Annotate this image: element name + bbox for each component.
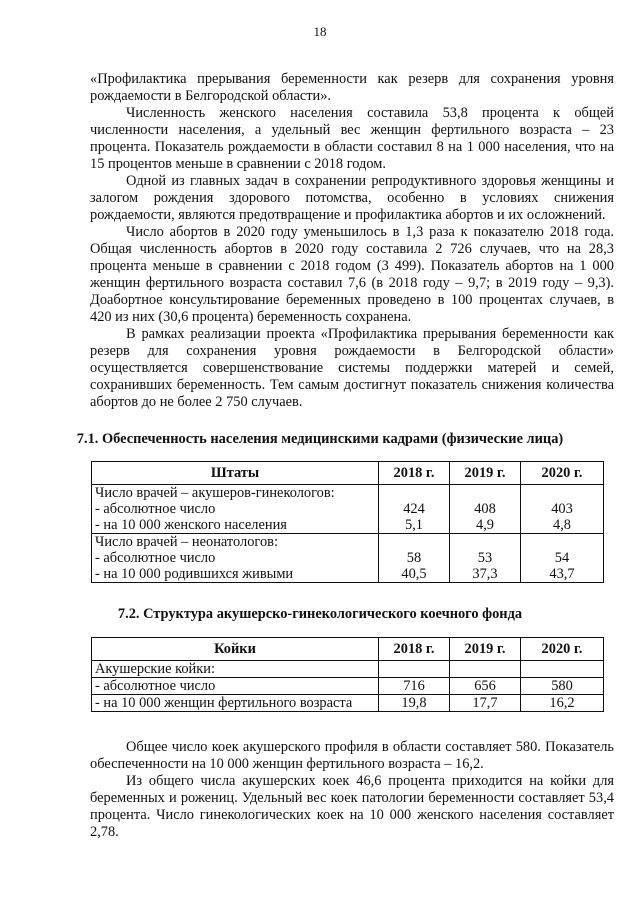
row-label: - абсолютное число: [95, 550, 216, 566]
paragraph-6: Общее число коек акушерского профиля в области составляет 580. Показатель обеспеченности на 10 000 женщин фертильного возраста – 16,2.: [90, 739, 614, 772]
cell-value: 54: [554, 550, 570, 566]
paragraph-7: Из общего числа акушерских коек 46,6 процента приходится на койки для беременных и рожениц. Удельный вес коек патологии беременности составляет 53,4 процента. Число гинекологических коек на 10 000 женского населения составляет 2,78.: [90, 773, 614, 840]
column-header: 2020 г.: [521, 638, 604, 661]
cell-value: 424: [403, 501, 425, 517]
column-header: Штаты: [92, 462, 379, 485]
column-header: 2020 г.: [521, 462, 604, 485]
cell-value: 58: [406, 550, 422, 566]
cell-value: 4,8: [553, 517, 571, 533]
cell-value: 40,5: [401, 566, 427, 582]
column-header: Койки: [92, 638, 379, 661]
row-label: - абсолютное число: [92, 678, 379, 695]
row-label: - абсолютное число: [95, 501, 216, 517]
cell-2020: [521, 534, 604, 583]
paragraph-1: «Профилактика прерывания беременности как резерв для сохранения уровня рождаемости в Белгородской области».: [90, 71, 614, 104]
column-header: 2018 г.: [379, 638, 450, 661]
column-header: 2018 г.: [379, 462, 450, 485]
group-title: Число врачей – неонатологов:: [95, 534, 278, 550]
cell-2018: [379, 534, 450, 583]
cell-value: 5,1: [405, 517, 423, 533]
cell-value: 580: [521, 678, 604, 695]
group-title: Акушерские койки:: [92, 661, 379, 678]
section-heading-beds: 7.2. Структура акушерско-гинекологического коечного фонда: [117, 606, 523, 622]
cell-2020: [521, 485, 604, 534]
row-labels: [92, 534, 379, 583]
table-header-row: [92, 638, 604, 661]
cell-value: 19,8: [379, 695, 450, 712]
row-label: - на 10 000 родившихся живыми: [95, 566, 294, 582]
table-row: [92, 678, 604, 695]
beds-table: [91, 637, 604, 712]
cell-value: 53: [477, 550, 493, 566]
column-header: 2019 г.: [450, 638, 521, 661]
staff-table: [91, 461, 604, 583]
table-row: [92, 661, 604, 678]
row-label: - на 10 000 женщин фертильного возраста: [92, 695, 379, 712]
table-row: [92, 695, 604, 712]
outro-text: [90, 739, 614, 841]
cell-value: 656: [450, 678, 521, 695]
cell-value: 4,9: [476, 517, 494, 533]
paragraph-2: Численность женского населения составила 53,8 процента к общей численности населения, а удельный вес женщин фертильного возраста – 23 процента. Показатель рождаемости в области составил 8 на 1 000 населения, что на 15 процентов меньше в сравнении с 2018 годом.: [90, 105, 614, 172]
cell-2019: [450, 534, 521, 583]
cell-2018: [379, 485, 450, 534]
cell-value: 43,7: [549, 566, 575, 582]
cell-value: 716: [379, 678, 450, 695]
table-header-row: [92, 462, 604, 485]
cell-value: 16,2: [521, 695, 604, 712]
paragraph-3: Одной из главных задач в сохранении репродуктивного здоровья женщины и залогом рождения здорового потомства, особенно в условиях снижения рождаемости, являются предотвращение и профилактика абортов и их осложнений.: [90, 173, 614, 223]
paragraph-5: В рамках реализации проекта «Профилактика прерывания беременности как резерв для сохранения уровня рождаемости в Белгородской области» осуществляется совершенствование системы поддержки матерей и семей, сохранивших беременность. Тем самым достигнут показатель снижения количества абортов до не более 2 750 случаев.: [90, 326, 614, 410]
section-heading-staff: 7.1. Обеспеченность населения медицинскими кадрами (физические лица): [76, 431, 564, 447]
cell-value: 37,3: [472, 566, 498, 582]
column-header: 2019 г.: [450, 462, 521, 485]
cell-value: 408: [474, 501, 496, 517]
cell-value: 403: [551, 501, 573, 517]
cell-value: 17,7: [450, 695, 521, 712]
page-number: 18: [313, 24, 327, 39]
table-row: [92, 534, 604, 583]
row-labels: [92, 485, 379, 534]
group-title: Число врачей – акушеров-гинекологов:: [95, 485, 335, 501]
intro-text: [90, 71, 614, 411]
paragraph-4: Число абортов в 2020 году уменьшилось в 1,3 раза к показателю 2018 года. Общая численность абортов в 2020 году составила 2 726 случаев, что на 28,3 процента меньше в сравнении с 2018 годом (3 499). Показатель абортов на 1 000 женщин фертильного возраста составил 7,6 (в 2018 году – 9,7; в 2019 году – 9,3). Доабортное консультирование беременных проведено в 100 процентах случаев, в 420 из них (30,6 процента) беременность сохранена.: [90, 224, 614, 325]
table-row: [92, 485, 604, 534]
row-label: - на 10 000 женского населения: [95, 517, 287, 533]
cell-2019: [450, 485, 521, 534]
